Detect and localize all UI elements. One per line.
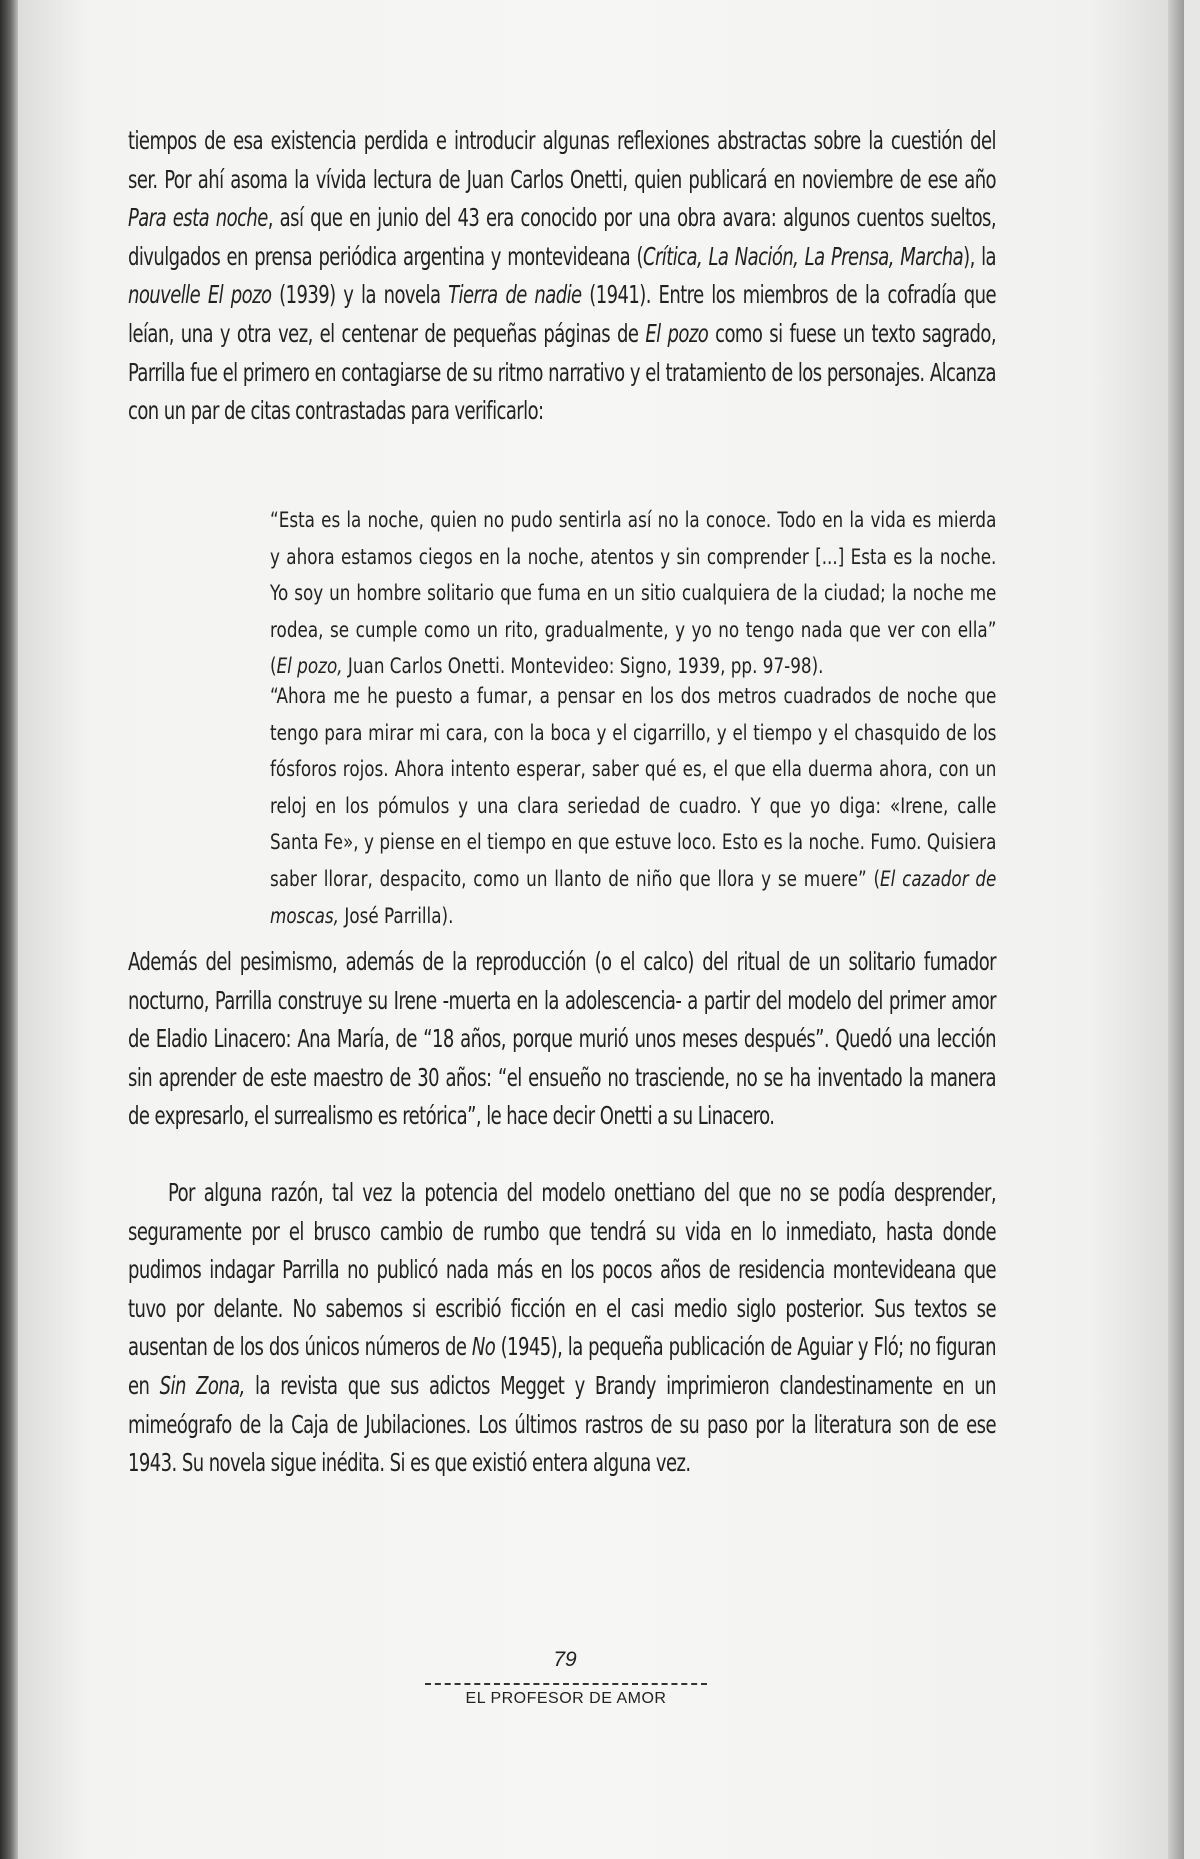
paragraph-1-text: tiempos de esa existencia perdida e introducir algunas reflexiones abstractas sobre la cuestión del ser. Por ahí asoma la vívida lectura de Juan Carlos Onetti, quien publicará en noviembre de ese año	[128, 126, 996, 194]
title-para-esta-noche: Para esta noche	[128, 203, 268, 233]
book-binding-shadow	[0, 0, 18, 1859]
title-el-pozo: nouvelle El pozo	[128, 280, 272, 310]
paragraph-3-text: Por alguna razón, tal vez la potencia del modelo onettiano del que no se podía desprender, seguramente por el brusco cambio de rumbo que tendrá su vida en lo inmediato, hasta donde pudimos indagar Parrilla no publicó nada más en los pocos años de residencia montevideana que tuvo por delante. No sabemos si escribió ficción en el casi medio siglo posterior. Sus textos se ausentan de los dos únicos números de	[128, 1178, 996, 1362]
footer-rule	[425, 1683, 707, 1685]
quote-2-source-title: El cazador de moscas,	[270, 866, 997, 928]
paragraph-1-text: (1941). Entre los miembros de la cofradía que leían, una y otra vez, el centenar de pequeñas páginas de	[128, 280, 996, 348]
quote-2-text: “Ahora me he puesto a fumar, a pensar en los dos metros cuadrados de noche que tengo para mirar mi cara, con la boca y el cigarrillo, y el tiempo y el chasquido de los fósforos rojos. Ahora intento esperar, saber qué es, el que ella duerma ahora, con un reloj en los pómulos y una clara seriedad de cuadro. Y que yo diga: «Irene, calle Santa Fe», y piense en el tiempo en que estuve loco. Esto es la noche. Fumo. Quisiera saber llorar, despacito, como un llanto de niño que llora y se muere” (	[270, 684, 997, 891]
paragraph-1-wrap	[128, 122, 996, 431]
paragraph-3-text: la revista que sus adictos Megget y Brandy imprimieron clandestinamente en un mimeógrafo de la Caja de Jubilaciones. Los últimos rastros de su paso por la literatura son de ese 1943. Su novela sigue inédita. Si es que existió entera alguna vez.	[128, 1370, 996, 1478]
quote-1-source-title: El pozo,	[276, 654, 343, 679]
paragraph-1-text: como si fuese un texto sagrado, Parrilla fue el primero en contagiarse de su ritmo narrativo y el tratamiento de los personajes. Alcanza con un par de citas contrastadas para verificarlo:	[128, 318, 996, 426]
quote-1	[270, 502, 996, 685]
paragraph-1-text: (1939) y la novela	[271, 280, 449, 310]
paragraph-1-text: , así que en junio del 43 era conocido por una obra avara: algunos cuentos sueltos, divulgados en prensa periódica argentina y montevideana (	[128, 203, 997, 271]
paragraph-1	[128, 122, 996, 431]
quote-2	[270, 678, 996, 934]
periodicals-list: Crítica, La Nación, La Prensa, Marcha	[642, 241, 964, 271]
paragraph-3	[128, 1174, 996, 1483]
quote-1-text: “Esta es la noche, quien no pudo sentirla así no la conoce. Todo en la vida es mierda y ahora estamos ciegos en la noche, atentos y sin comprender [...] Esta es la noche. Yo soy un hombre solitario que fuma en un sitio cualquiera de la ciudad; la noche me rodea, se cumple como un rito, gradualmente, y yo no tengo nada que ver con ella” (	[270, 508, 997, 679]
quote-2-citation: José Parrilla).	[339, 903, 454, 928]
title-sin-zona: Sin Zona,	[159, 1370, 245, 1400]
quote-1-citation: Juan Carlos Onetti. Montevideo: Signo, 1939, pp. 97-98).	[342, 654, 824, 679]
title-no: No	[471, 1332, 496, 1362]
quote-2-wrap	[270, 678, 1178, 934]
title-tierra-de-nadie: Tierra de nadie	[448, 280, 582, 310]
paragraph-2-wrap	[128, 943, 996, 1136]
paragraph-3-text: (1945), la pequeña publicación de Aguiar y Fló; no figuran en	[128, 1332, 996, 1400]
running-footer: EL PROFESOR DE AMOR	[465, 1690, 667, 1707]
quote-1-wrap	[270, 502, 1178, 685]
page-number: 79	[553, 1648, 577, 1671]
title-el-pozo: El pozo	[645, 318, 709, 348]
paragraph-3-wrap	[128, 1174, 996, 1483]
paragraph-1-text: ), la	[963, 241, 996, 271]
paragraph-2: Además del pesimismo, además de la reproducción (o el calco) del ritual de un solitario fumador nocturno, Parrilla construye su Irene -muerta en la adolescencia- a partir del modelo del primer amor de Eladio Linacero: Ana María, de “18 años, porque murió unos meses después”. Quedó una lección sin aprender de este maestro de 30 años: “el ensueño no trasciende, no se ha inventado la manera de expresarlo, el surrealismo es retórica”, le hace decir Onetti a su Linacero.	[128, 947, 996, 1131]
